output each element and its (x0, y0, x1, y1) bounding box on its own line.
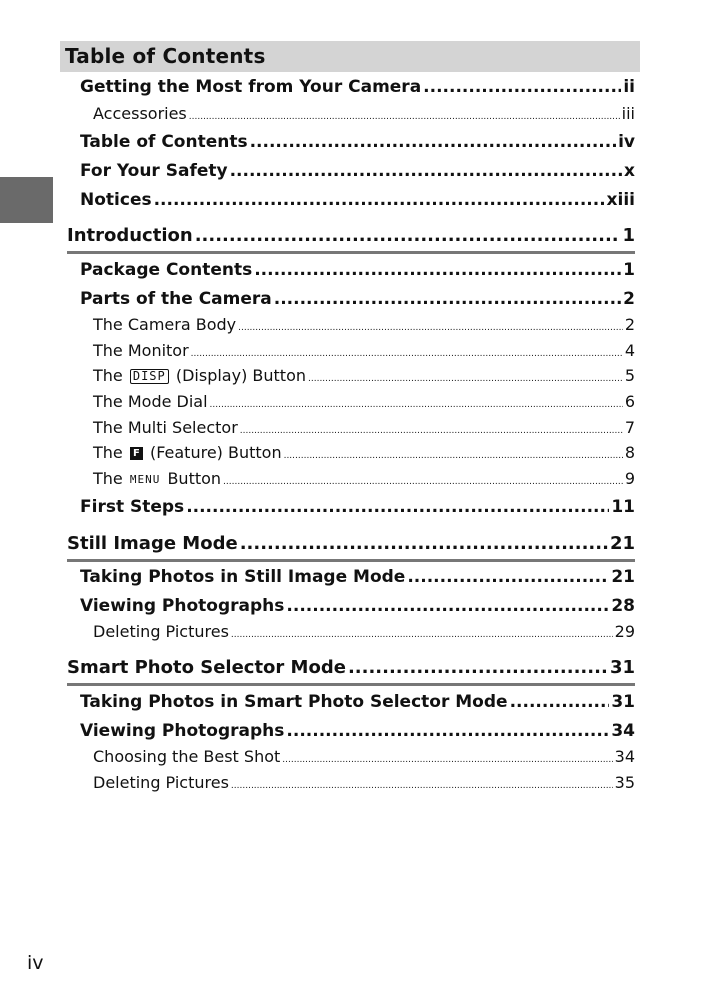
toc-entry-title-pre: The (93, 469, 123, 488)
toc-entry-page: 9 (624, 469, 635, 488)
toc-entry-title-post: (Feature) Button (149, 443, 282, 462)
toc-entry-page: ii (623, 77, 635, 97)
chapter-tab-marker (0, 177, 53, 223)
toc-entry-title (93, 443, 282, 462)
toc-entry-page: 21 (611, 567, 635, 587)
toc-entry-page: iii (621, 104, 635, 123)
toc-leader (250, 132, 617, 152)
toc-leader (274, 289, 621, 309)
chapter-rule (67, 559, 635, 562)
toc-leader (240, 533, 608, 554)
toc-entry-page: iv (618, 132, 635, 152)
toc-entry-multi-selector[interactable] (93, 418, 635, 437)
toc-leader (154, 190, 605, 210)
toc-entry-title: Viewing Photographs (80, 596, 285, 616)
toc-leader (510, 692, 610, 712)
toc-entry-title: For Your Safety (80, 161, 228, 181)
toc-entry-page: 31 (611, 692, 635, 712)
toc-entry-title: Parts of the Camera (80, 289, 272, 309)
toc-entry-title: Getting the Most from Your Camera (80, 77, 422, 97)
toc-leader (348, 657, 608, 678)
toc-leader (195, 225, 621, 246)
toc-entry-page: 4 (624, 341, 635, 360)
toc-entry-page: 28 (611, 596, 635, 616)
toc-entry-title (93, 366, 306, 385)
toc-leader (238, 315, 623, 334)
toc-entry-title: Package Contents (80, 260, 253, 280)
toc-entry-parts-of-camera[interactable] (80, 289, 635, 309)
toc-chapter-introduction[interactable] (67, 225, 635, 246)
toc-entry-title: Table of Contents (80, 132, 248, 152)
toc-entry-title: Accessories (93, 104, 187, 123)
toc-entry-taking-photos-smart[interactable] (80, 692, 635, 712)
toc-chapter-title: Smart Photo Selector Mode (67, 657, 346, 678)
toc-entry-viewing-photographs[interactable] (80, 596, 635, 616)
toc-entry-title: Deleting Pictures (93, 773, 229, 792)
toc-entry-page: 7 (624, 418, 635, 437)
toc-leader (230, 161, 622, 181)
feature-button-icon: F (130, 447, 143, 460)
page-title: Table of Contents (65, 44, 266, 68)
toc-entry-viewing-photographs[interactable] (80, 721, 635, 741)
toc-entry-page: 34 (614, 747, 635, 766)
toc-entry-for-your-safety[interactable] (80, 161, 635, 181)
toc-entry-choosing-best-shot[interactable] (93, 747, 635, 766)
toc-leader (284, 443, 623, 462)
toc-entry-page: 34 (611, 721, 635, 741)
toc-entry-title-post: Button (167, 469, 222, 488)
toc-entry-page: 5 (624, 366, 635, 385)
toc-entry-deleting-pictures[interactable] (93, 773, 635, 792)
toc-entry-menu-button[interactable] (93, 469, 635, 488)
toc-chapter-page: 21 (609, 533, 635, 554)
toc-entry-feature-button[interactable] (93, 443, 635, 462)
toc-leader (282, 747, 612, 766)
toc-chapter-smart-photo-selector[interactable] (67, 657, 635, 678)
toc-chapter-still-image-mode[interactable] (67, 533, 635, 554)
toc-entry-title-post: (Display) Button (175, 366, 306, 385)
toc-entry-page: 35 (614, 773, 635, 792)
toc-entry-page: x (624, 161, 635, 181)
toc-leader (308, 366, 623, 385)
toc-entry-title: Deleting Pictures (93, 622, 229, 641)
toc-entry-title-pre: The (93, 366, 123, 385)
toc-leader (286, 596, 609, 616)
toc-entry-title: The Mode Dial (93, 392, 208, 411)
toc-entry-accessories[interactable] (93, 104, 635, 123)
toc-entry-package-contents[interactable] (80, 260, 635, 280)
toc-leader (189, 104, 620, 123)
toc-entry-title (93, 469, 221, 488)
toc-leader (231, 622, 613, 641)
toc-entry-page: 1 (623, 260, 635, 280)
toc-leader (254, 260, 621, 280)
toc-leader (423, 77, 621, 97)
toc-header-bar (60, 41, 640, 72)
toc-entry-page: 2 (624, 315, 635, 334)
toc-leader (231, 773, 613, 792)
toc-entry-page: 29 (614, 622, 635, 641)
chapter-rule (67, 683, 635, 686)
toc-entry-title: Choosing the Best Shot (93, 747, 281, 766)
toc-entry-page: xiii (606, 190, 635, 210)
toc-entry-table-of-contents[interactable] (80, 132, 635, 152)
toc-entry-camera-body[interactable] (93, 315, 635, 334)
chapter-rule (67, 251, 635, 254)
disp-button-icon: DISP (130, 369, 169, 384)
menu-button-icon: MENU (129, 473, 161, 486)
toc-entry-mode-dial[interactable] (93, 392, 635, 411)
toc-leader (210, 392, 623, 411)
toc-leader (186, 497, 609, 517)
toc-entry-title: Viewing Photographs (80, 721, 285, 741)
toc-entry-page: 2 (623, 289, 635, 309)
toc-entry-getting-the-most[interactable] (80, 77, 635, 97)
toc-chapter-page: 31 (609, 657, 635, 678)
toc-entry-page: 8 (624, 443, 635, 462)
toc-entry-page: 11 (611, 497, 635, 517)
toc-leader (286, 721, 609, 741)
toc-entry-title: Notices (80, 190, 152, 210)
toc-leader (223, 469, 623, 488)
toc-entry-page: 6 (624, 392, 635, 411)
toc-entry-title: Taking Photos in Smart Photo Selector Mode (80, 692, 508, 712)
toc-entry-title: First Steps (80, 497, 185, 517)
toc-entry-monitor[interactable] (93, 341, 635, 360)
toc-entry-taking-photos-still[interactable] (80, 567, 635, 587)
toc-leader (407, 567, 609, 587)
toc-entry-title: The Multi Selector (93, 418, 238, 437)
toc-entry-title: Taking Photos in Still Image Mode (80, 567, 406, 587)
toc-chapter-page: 1 (622, 225, 635, 246)
toc-entry-disp-button[interactable] (93, 366, 635, 385)
toc-chapter-title: Still Image Mode (67, 533, 238, 554)
page-number: iv (27, 952, 44, 974)
toc-entry-deleting-pictures[interactable] (93, 622, 635, 641)
toc-chapter-title: Introduction (67, 225, 193, 246)
toc-entry-title: The Camera Body (93, 315, 237, 334)
toc-entry-title: The Monitor (93, 341, 189, 360)
toc-entry-notices[interactable] (80, 190, 635, 210)
toc-leader (191, 341, 623, 360)
toc-entry-first-steps[interactable] (80, 497, 635, 517)
toc-leader (240, 418, 623, 437)
toc-entry-title-pre: The (93, 443, 123, 462)
